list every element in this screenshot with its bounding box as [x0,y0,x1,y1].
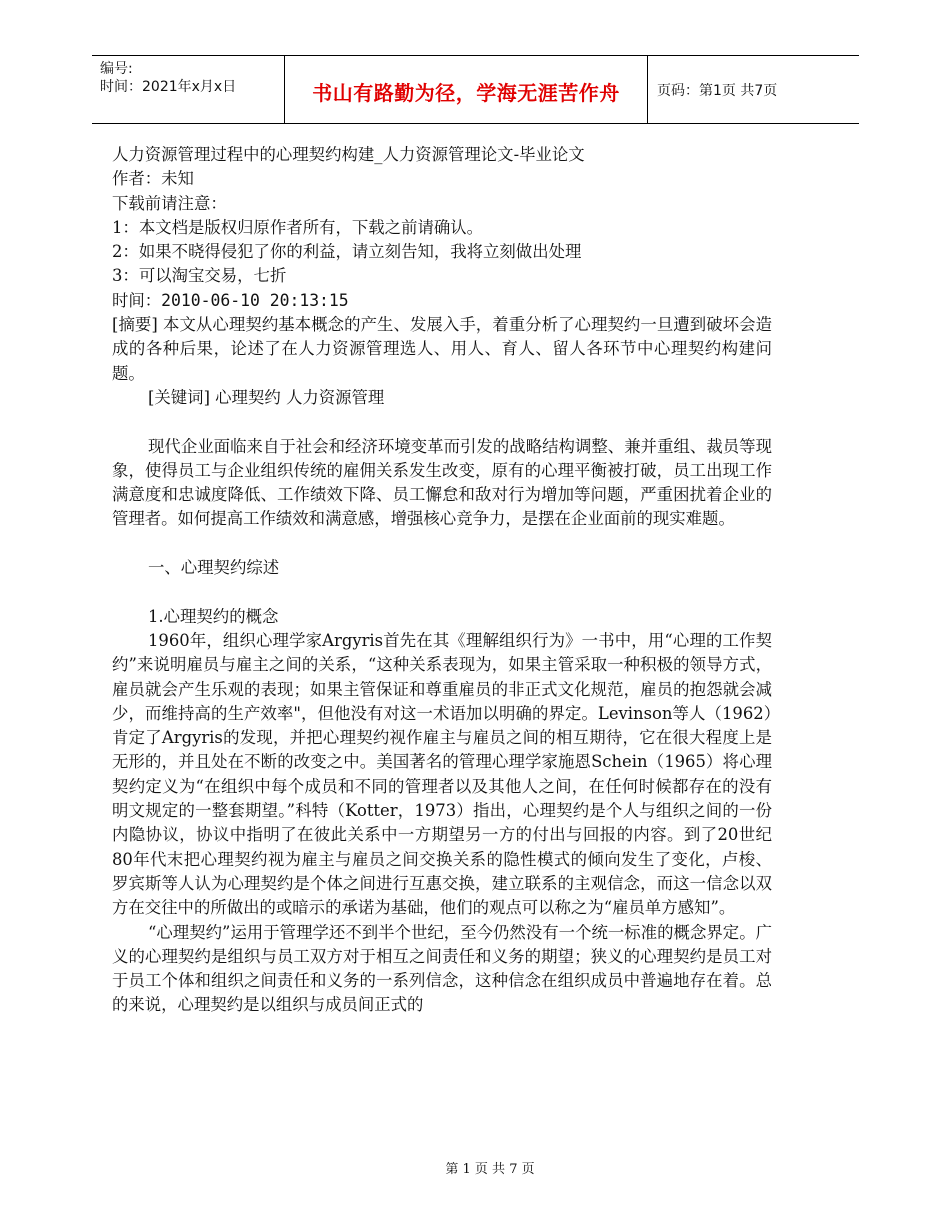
intro-paragraph: 现代企业面临来自于社会和经济环境变革而引发的战略结构调整、兼并重组、裁员等现象，使得员工与企业组织传统的雇佣关系发生改变，原有的心理平衡被打破，员工出现工作满意度和忠诚度降低、工作绩效下降、员工懈怠和敌对行为增加等问题，严重困扰着企业的管理者。如何提高工作绩效和满意感，增强核心竞争力，是摆在企业面前的现实难题。 [112,436,772,529]
subsection-heading: 1.心理契约的概念 [148,606,279,626]
publish-time: 时间：2010-06-10 20:13:15 [112,290,349,310]
blank-line [112,580,772,604]
notice-item-1: 1：本文档是版权归原作者所有，下载之前请确认。 [112,217,484,237]
document-number-label: 编号: [100,61,133,77]
header-page-number: 页码：第1页 共7页 [657,83,778,99]
header-motto: 书山有路勤为径，学海无涯苦作舟 [312,81,620,105]
blank-line [112,410,772,434]
header-center-cell [284,56,648,123]
abstract-paragraph: [摘要] 本文从心理契约基本概念的产生、发展入手，着重分析了心理契约一旦遭到破坏会造成的各种后果，论述了在人力资源管理选人、用人、育人、留人各环节中心理契约构建问题。 [112,315,772,383]
notice-item-2: 2：如果不晓得侵犯了你的利益，请立刻告知，我将立刻做出处理 [112,242,582,262]
section-heading: 一、心理契约综述 [148,558,280,578]
header-right-cell [647,56,857,123]
notice-item-3: 3：可以淘宝交易，七折 [112,266,287,286]
document-title: 人力资源管理过程中的心理契约构建_人力资源管理论文-毕业论文 [112,145,585,164]
document-author: 作者：未知 [112,169,194,189]
page-footer: 第 1 页 共 7 页 [445,1162,535,1177]
header-left-cell [92,56,284,123]
document-time-label: 时间：2021年x月x日 [100,79,237,95]
keywords-line: [关键词] 心理契约 人力资源管理 [148,387,385,407]
page-header [92,55,859,124]
body-paragraph-2: “心理契约”运用于管理学还不到半个世纪，至今仍然没有一个统一标准的概念界定。广义的心理契约是组织与员工双方对于相互之间责任和义务的期望；狭义的心理契约是员工对于员工个体和组织之间责任和义务的一系列信念，这种信念在组织成员中普遍地存在着。总的来说，心理契约是以组织与成员间正式的 [112,922,772,1015]
notice-heading: 下载前请注意： [112,193,227,213]
blank-line [112,532,772,556]
body-paragraph-1: 1960年，组织心理学家Argyris首先在其《理解组织行为》一书中，用“心理的工作契约”来说明雇员与雇主之间的关系，“这种关系表现为，如果主管采取一种积极的领导方式，雇员就会产生乐观的表现；如果主管保证和尊重雇员的非正式文化规范，雇员的抱怨就会减少，而维持高的生产效率"，但他没有对这一术语加以明确的界定。Levinson等人（1962）肯定了Argyris的发现，并把心理契约视作雇主与雇员之间的相互期待，它在很大程度上是无形的，并且处在不断的改变之中。美国著名的管理心理学家施恩Schein（1965）将心理契约定义为“在组织中每个成员和不同的管理者以及其他人之间，在任何时候都存在的没有明文规定的一整套期望。”科特（Kotter，1973）指出，心理契约是个人与组织之间的一份内隐协议，协议中指明了在彼此关系中一方期望另一方的付出与回报的内容。到了20世纪80年代末把心理契约视为雇主与雇员之间交换关系的隐性模式的倾向发生了变化，卢梭、罗宾斯等人认为心理契约是个体之间进行互惠交换，建立联系的主观信念，而这一信念以双方在交往中的所做出的或暗示的承诺为基础，他们的观点可以称之为“雇员单方感知”。 [112,630,772,918]
document-body [112,143,772,1018]
